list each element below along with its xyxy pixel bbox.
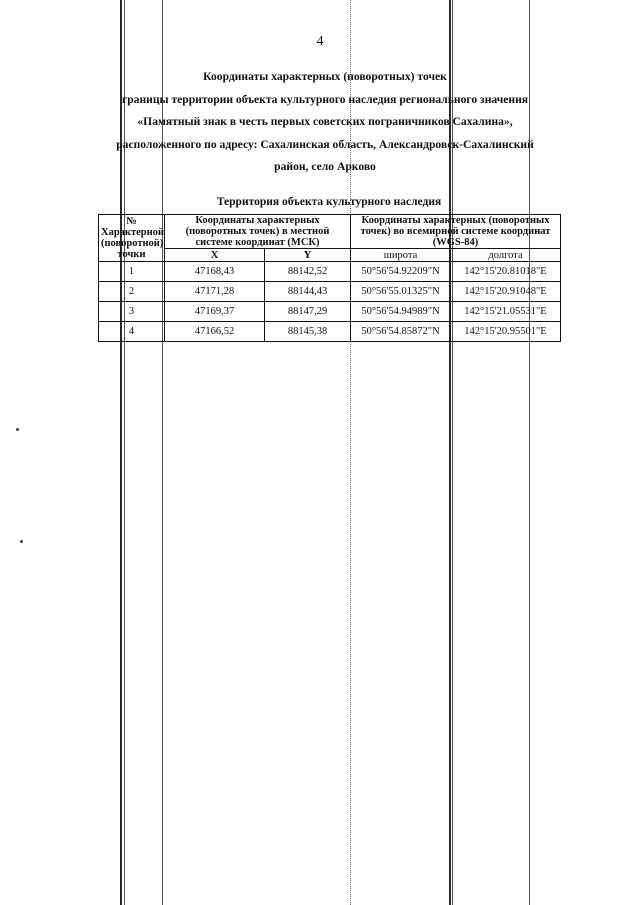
page-number: 4 [316,34,324,49]
header-longitude: долгота [451,249,561,262]
header-x: X [165,249,265,262]
cell-y: 88144,43 [265,282,351,302]
cell-x: 47168,43 [165,262,265,282]
cell-point: 4 [99,322,165,342]
cell-y: 88145,38 [265,322,351,342]
cell-x: 47169,37 [165,302,265,322]
document-heading [90,66,560,179]
table-caption: Территория объекта культурного наследия [216,196,442,208]
scan-speck [20,540,23,543]
table-row [99,322,561,342]
header-y: Y [265,249,351,262]
cell-longitude: 142°15'20.95501"E [451,322,561,342]
heading-line: границы территории объекта культурного наследия регионального значения [121,92,529,106]
scan-speck [16,428,19,431]
cell-y: 88147,29 [265,302,351,322]
header-latitude: широта [351,249,451,262]
table-row [99,282,561,302]
heading-line: район, село Арково [274,160,376,173]
cell-x: 47166,52 [165,322,265,342]
heading-line: «Памятный знак в честь первых советских пограничников Сахалина», [137,115,513,128]
table-row [99,262,561,282]
cell-point: 1 [99,262,165,282]
cell-point: 2 [99,282,165,302]
header-wgs-coordinates: Координаты характерных (поворотных точек) во всемирной системе координат (WGS-84) [351,215,561,249]
cell-point: 3 [99,302,165,322]
heading-line: Координаты характерных (поворотных) точек [203,70,447,83]
cell-latitude: 50°56'54.94989"N [351,302,451,322]
coordinates-table [98,214,561,342]
table-row [99,302,561,322]
header-point-number: № Характерной (поворотной) точки [99,215,165,262]
heading-line: расположенного по адресу: Сахалинская область, Александровск-Сахалинский [116,137,534,151]
cell-longitude: 142°15'21.05531"E [451,302,561,322]
header-msk-coordinates: Координаты характерных (поворотных точек) в местной системе координат (МСК) [165,215,351,249]
cell-latitude: 50°56'54.85872"N [351,322,451,342]
cell-x: 47171,28 [165,282,265,302]
cell-longitude: 142°15'20.81018"E [451,262,561,282]
cell-latitude: 50°56'55.01325"N [351,282,451,302]
cell-y: 88142,52 [265,262,351,282]
cell-latitude: 50°56'54.92209"N [351,262,451,282]
cell-longitude: 142°15'20.91048"E [451,282,561,302]
